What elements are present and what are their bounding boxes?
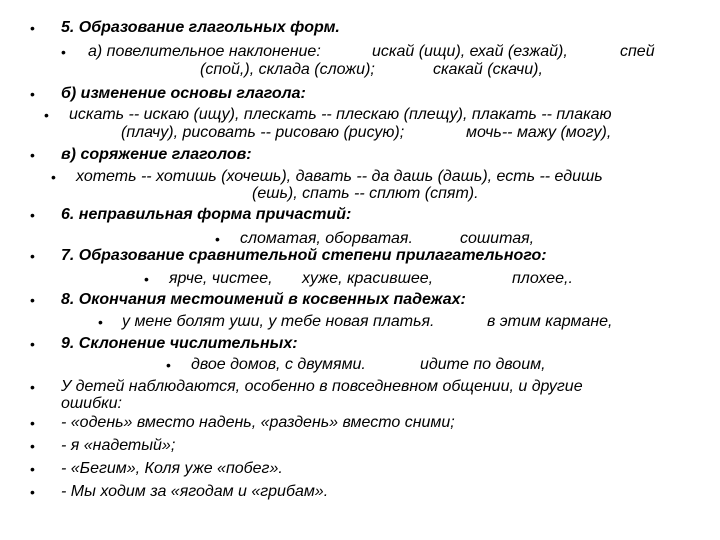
bullet-icon: • (30, 292, 35, 308)
item-5a-line2-b: скакай (скачи), (433, 61, 543, 78)
bullet-icon: • (61, 44, 66, 60)
item-7-line1-c: плохее,. (512, 270, 573, 287)
item-9-line1-b: идите по двоим, (420, 356, 546, 373)
bullet-icon: • (30, 484, 35, 500)
other-errors-line1: У детей наблюдаются, особенно в повседневном общении, и другие (61, 378, 583, 395)
bullet-icon: • (44, 107, 49, 123)
item-8-line1-b: в этим кармане, (487, 313, 613, 330)
bullet-icon: • (30, 20, 35, 36)
item-5a-line2-a: (спой,), склада (сложи); (200, 61, 375, 78)
bullet-icon: • (98, 314, 103, 330)
bullet-icon: • (30, 415, 35, 431)
item-5a-line1-c: спей (620, 43, 655, 60)
bullet-icon: • (166, 357, 171, 373)
bullet-icon: • (30, 207, 35, 223)
item-5a-line1-b: искай (ищи), ехай (езжай), (372, 43, 568, 60)
bullet-icon: • (51, 169, 56, 185)
item-5b-line2-b: мочь-- мажу (могу), (466, 124, 612, 141)
section-5-title: 5. Образование глагольных форм. (61, 19, 340, 36)
item-7-line1-a: ярче, чистее, (169, 270, 273, 287)
bullet-icon: • (30, 336, 35, 352)
item-7-line1-b: хуже, красившее, (302, 270, 434, 287)
item-5c-line1: хотеть -- хотишь (хочешь), давать -- да дашь (дашь), есть -- едишь (76, 168, 603, 185)
section-9-title: 9. Склонение числительных: (61, 335, 298, 352)
error-example-3: - «Бегим», Коля уже «побег». (61, 460, 283, 477)
bullet-icon: • (30, 461, 35, 477)
item-5c-line2: (ешь), спать -- сплют (спят). (252, 185, 479, 202)
bullet-icon: • (144, 271, 149, 287)
section-7-title: 7. Образование сравнительной степени прилагательного: (61, 247, 547, 264)
item-8-line1-a: у мене болят уши, у тебе новая платья. (122, 313, 435, 330)
bullet-icon: • (30, 438, 35, 454)
bullet-icon: • (30, 86, 35, 102)
section-5b-title: б) изменение основы глагола: (61, 85, 306, 102)
error-example-4: - Мы ходим за «ягодам и «грибам». (61, 483, 329, 500)
section-8-title: 8. Окончания местоимений в косвенных падежах: (61, 291, 466, 308)
error-example-2: - я «надетый»; (61, 437, 176, 454)
bullet-icon: • (30, 147, 35, 163)
item-9-line1-a: двое домов, с двумями. (191, 356, 366, 373)
bullet-icon: • (30, 379, 35, 395)
item-6-line1-a: сломатая, оборватая. (240, 230, 413, 247)
section-6-title: 6. неправильная форма причастий: (61, 206, 352, 223)
bullet-icon: • (215, 231, 220, 247)
bullet-icon: • (30, 248, 35, 264)
other-errors-line2: ошибки: (61, 395, 122, 412)
error-example-1: - «одень» вместо надень, «раздень» вместо сними; (61, 414, 455, 431)
item-6-line1-b: сошитая, (460, 230, 535, 247)
section-5c-title: в) соряжение глаголов: (61, 146, 252, 163)
item-5b-line2-a: (плачу), рисовать -- рисоваю (рисую); (121, 124, 405, 141)
item-5a-line1-a: а) повелительное наклонение: (88, 43, 321, 60)
item-5b-line1: искать -- искаю (ищу), плескать -- плескаю (плещу), плакать -- плакаю (69, 106, 612, 123)
